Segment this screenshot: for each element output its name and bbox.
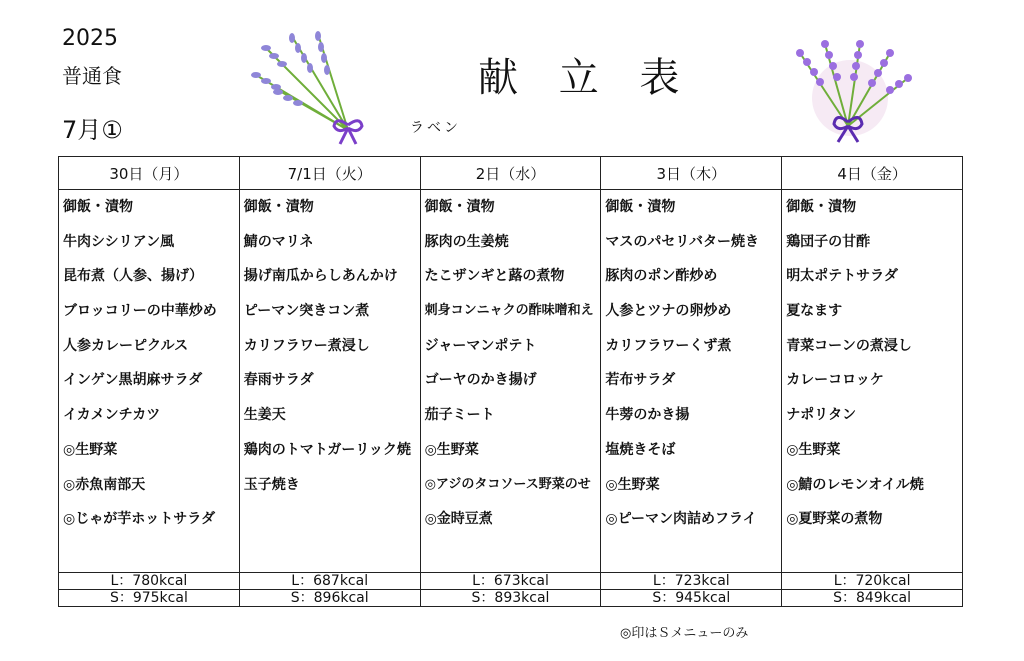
menu-item: 春雨サラダ — [243, 372, 314, 389]
menu-item: 茄子ミート — [424, 407, 495, 424]
menu-item: カリフラワー煮浸し — [243, 337, 370, 354]
menu-item: ◎赤魚南部天 — [63, 476, 146, 493]
menu-item: 鶏肉のトマトガーリック焼 — [243, 441, 411, 458]
menu-table — [58, 156, 963, 607]
day-menu-cell — [782, 190, 963, 573]
menu-item: ◎生野菜 — [605, 476, 660, 493]
page-title: 献 立 表 — [478, 55, 694, 101]
menu-item: ◎生野菜 — [424, 441, 479, 458]
day-menu-cell — [239, 190, 420, 573]
menu-item: ジャーマンポテト — [424, 337, 537, 354]
menu-item: カレーコロッケ — [786, 372, 884, 389]
menu-item: ◎生野菜 — [63, 441, 118, 458]
s-calorie-cell: S：849kcal — [782, 590, 963, 607]
menu-item: 御飯・漬物 — [605, 199, 676, 215]
day-header: 3日（木） — [601, 157, 782, 190]
menu-item: 御飯・漬物 — [786, 199, 857, 215]
l-calorie-cell: L：720kcal — [782, 573, 963, 590]
menu-item: 青菜コーンの煮浸し — [786, 337, 912, 354]
menu-item: カリフラワーくず煮 — [605, 337, 732, 354]
day-header: 30日（月） — [59, 157, 240, 190]
s-calorie-cell: S：975kcal — [59, 590, 240, 607]
menu-item: 御飯・漬物 — [243, 199, 314, 215]
menu-item: 人参カレーピクルス — [63, 337, 189, 354]
menu-item: 揚げ南瓜からしあんかけ — [243, 268, 398, 285]
menu-item: 夏なます — [786, 303, 843, 320]
menu-item: 鯖のマリネ — [243, 233, 314, 250]
menu-item: ◎生野菜 — [786, 441, 841, 458]
day-header: 4日（金） — [782, 157, 963, 190]
menu-item: 豚肉の生姜焼 — [424, 233, 509, 250]
menu-item: 昆布煮（人参、揚げ） — [63, 268, 203, 285]
menu-item: イカメンチカツ — [63, 407, 161, 424]
day-header-row — [59, 157, 963, 190]
menu-item: ナポリタン — [786, 407, 857, 424]
menu-item: 人参とツナの卵炒め — [605, 303, 732, 320]
l-calorie-cell: L：673kcal — [420, 573, 601, 590]
menu-item: ◎鯖のレモンオイル焼 — [786, 476, 924, 493]
menu-item: インゲン黒胡麻サラダ — [63, 372, 203, 389]
menu-item: ゴーヤのかき揚げ — [424, 372, 537, 389]
day-menu-cell — [420, 190, 601, 573]
s-calorie-cell: S：896kcal — [239, 590, 420, 607]
diet-type-label: 普通食 — [62, 64, 122, 88]
s-calorie-cell: S：945kcal — [601, 590, 782, 607]
menu-item: 御飯・漬物 — [424, 199, 495, 215]
menu-item: 鶏団子の甘酢 — [786, 233, 871, 250]
menu-item: 塩焼きそば — [605, 441, 676, 458]
menu-item: 若布サラダ — [605, 372, 676, 389]
menu-items-row — [59, 190, 963, 573]
lavender-bouquet-icon — [248, 30, 378, 148]
l-calorie-row — [59, 573, 963, 590]
l-calorie-cell: L：723kcal — [601, 573, 782, 590]
menu-item: 牛肉シシリアン風 — [63, 233, 175, 250]
l-calorie-cell: L：780kcal — [59, 573, 240, 590]
menu-item: ◎アジのタコソース野菜のせ — [424, 476, 591, 492]
lavender-bouquet-icon — [780, 38, 920, 144]
menu-item: 生姜天 — [243, 407, 286, 424]
month-label: 7月① — [62, 116, 123, 144]
day-menu-cell — [601, 190, 782, 573]
s-calorie-row — [59, 590, 963, 607]
menu-item: 豚肉のポン酢炒め — [605, 268, 718, 285]
menu-item: マスのパセリバター焼き — [605, 233, 759, 250]
l-calorie-cell: L：687kcal — [239, 573, 420, 590]
footnote: ◎印はＳメニューのみ — [620, 626, 749, 641]
menu-item: ブロッコリーの中華炒め — [63, 303, 217, 320]
menu-item: たこザンギと蕗の煮物 — [424, 268, 565, 285]
menu-item: ◎じゃが芋ホットサラダ — [63, 511, 216, 528]
menu-item: ◎夏野菜の煮物 — [786, 511, 883, 528]
day-header: 2日（水） — [420, 157, 601, 190]
menu-item: 牛蒡のかき揚 — [605, 407, 690, 424]
day-header: 7/1日（火） — [239, 157, 420, 190]
day-menu-cell — [59, 190, 240, 573]
menu-item: 明太ポテトサラダ — [786, 268, 899, 285]
menu-item: ◎金時豆煮 — [424, 511, 493, 528]
menu-item: 御飯・漬物 — [63, 199, 133, 215]
menu-item: 刺身コンニャクの酢味噌和え — [424, 303, 594, 319]
s-calorie-cell: S：893kcal — [420, 590, 601, 607]
decoration-label: ラベン — [410, 120, 461, 136]
menu-item: ピーマン突きコン煮 — [243, 303, 370, 320]
menu-item: ◎ピーマン肉詰めフライ — [605, 511, 757, 528]
year-label: 2025 — [62, 26, 118, 51]
menu-item: 玉子焼き — [243, 476, 300, 493]
